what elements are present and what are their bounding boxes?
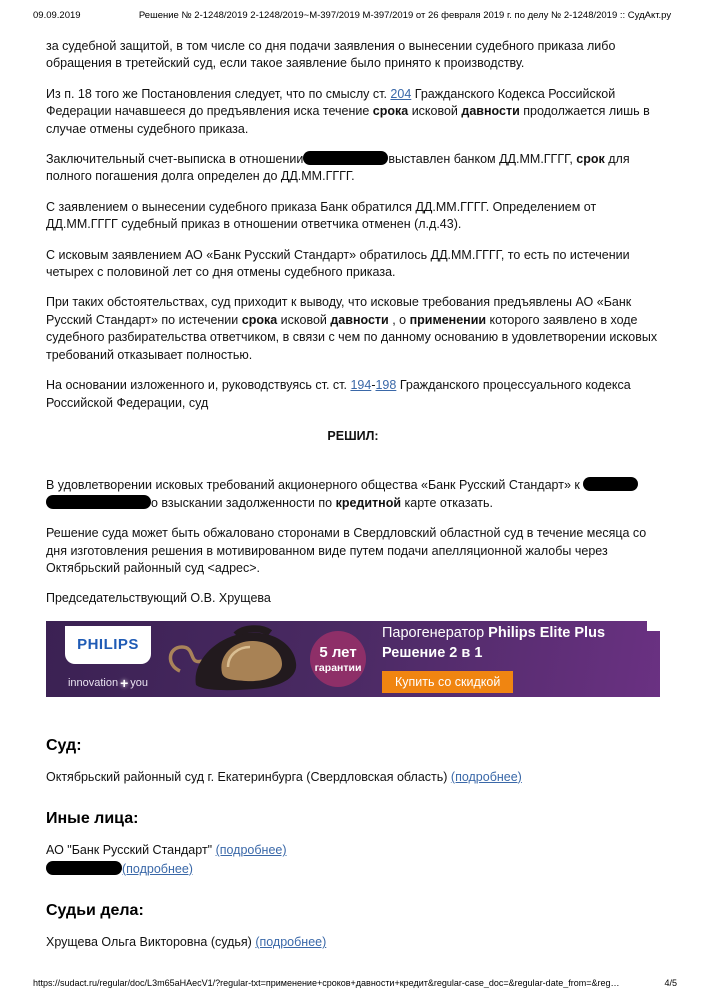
ad-corner-notch bbox=[647, 621, 660, 631]
philips-wordmark: PHILIPS bbox=[77, 636, 139, 654]
text-run: С заявлением о вынесении судебного приказа Банк обратился ДД.ММ.ГГГГ. Определением от ДД.ММ.ГГГГ судебный приказ в отношении ответчика отменен (л.д.43). bbox=[46, 199, 597, 232]
paragraph bbox=[46, 86, 660, 138]
text-run: исковой bbox=[408, 104, 462, 119]
text-run: РЕШИЛ: bbox=[327, 428, 379, 443]
paragraph bbox=[46, 199, 660, 234]
page-number: 4/5 bbox=[664, 978, 677, 988]
text-run: о взыскании задолженности по bbox=[151, 495, 336, 510]
print-footer bbox=[33, 978, 677, 988]
text-run: выставлен банком ДД.ММ.ГГГГ, bbox=[388, 152, 577, 167]
text-run: С исковым заявлением АО «Банк Русский Стандарт» обратилось ДД.ММ.ГГГГ, то есть по истечении четырех с половиной лет со дня отмены судебного приказа. bbox=[46, 247, 630, 280]
text-link[interactable]: (подробнее) bbox=[122, 861, 193, 876]
text-run: Гражданского процессуального кодекса Российской Федерации, суд bbox=[46, 378, 631, 410]
document-title: Решение № 2-1248/2019 2-1248/2019~М-397/2019 М-397/2019 от 26 февраля 2019 г. по делу № 2-1248/2019 :: СудАкт.ру bbox=[138, 10, 672, 21]
text-run: давности bbox=[330, 312, 389, 327]
text-run: Решение суда может быть обжаловано сторонами в Свердловский областной суд в течение месяца со дня изготовления решения в мотивированном виде путем подачи апелляционной жалобы через Октябрьский районный суд <адрес>. bbox=[46, 526, 647, 575]
section-heading: Судьи дела: bbox=[46, 902, 144, 920]
text-run: давности bbox=[461, 104, 520, 119]
text-run: кредитной bbox=[335, 495, 402, 510]
text-run: срок bbox=[576, 152, 605, 167]
paragraph bbox=[46, 428, 660, 445]
paragraph bbox=[46, 247, 660, 282]
decision-text bbox=[46, 38, 660, 608]
text-run: карте отказать. bbox=[401, 495, 493, 510]
paragraph bbox=[46, 294, 660, 364]
print-header bbox=[33, 10, 677, 21]
text-link[interactable]: (подробнее) bbox=[450, 769, 522, 784]
paragraph bbox=[46, 377, 660, 412]
text-link[interactable]: 204 bbox=[390, 86, 412, 101]
plus-sparkle-icon: + bbox=[120, 674, 129, 691]
ad-text-block bbox=[382, 625, 605, 693]
text-run: - bbox=[371, 378, 376, 393]
redacted-text bbox=[46, 495, 151, 509]
footer-url: https://sudact.ru/regular/doc/L3m65aHAecV1/?regular-txt=применение+сроков+давности+кредит&regular-case_doc=&regular-date_from=&reg… bbox=[33, 978, 620, 988]
text-run: для полного погашения долга определен до ДД.ММ.ГГГГ. bbox=[46, 152, 630, 184]
section-heading: Суд: bbox=[46, 736, 82, 754]
text-link[interactable]: 194 bbox=[350, 378, 372, 393]
section-item bbox=[46, 861, 660, 879]
text-run: Из п. 18 того же Постановления следует, что по смыслу ст. bbox=[46, 86, 391, 101]
page-content bbox=[46, 38, 660, 953]
section-item bbox=[46, 842, 660, 860]
warranty-label: гарантии bbox=[314, 661, 362, 674]
text-run: На основании изложенного и, руководствуясь ст. ст. bbox=[46, 378, 351, 393]
text-run: При таких обстоятельствах, суд приходит к выводу, что исковые требования предъявлены АО «Банк Русский Стандарт» по истечении bbox=[46, 295, 632, 327]
section-item bbox=[46, 769, 660, 787]
text-run: Гражданского Кодекса Российской Федерации начавшееся до предъявления иска течение bbox=[46, 86, 616, 119]
text-run: , о bbox=[388, 312, 410, 327]
text-run: продолжается лишь в случае отмены судебного приказа. bbox=[46, 104, 650, 136]
text-run: Заключительный счет-выписка в отношении bbox=[46, 152, 304, 167]
paragraph bbox=[46, 590, 660, 607]
text-link[interactable]: 198 bbox=[375, 378, 397, 393]
section-item bbox=[46, 934, 660, 952]
ad-subtitle: Решение 2 в 1 bbox=[382, 645, 483, 662]
redacted-text bbox=[303, 151, 388, 165]
warranty-badge bbox=[310, 631, 366, 687]
paragraph bbox=[46, 477, 660, 512]
ad-product-title bbox=[382, 625, 605, 642]
paragraph bbox=[46, 151, 660, 186]
text-run: Хрущева Ольга Викторовна (судья) bbox=[46, 935, 256, 950]
redacted-text bbox=[583, 477, 638, 491]
text-link[interactable]: (подробнее) bbox=[255, 935, 327, 950]
text-run: применении bbox=[409, 312, 487, 327]
section-heading: Иные лица: bbox=[46, 810, 139, 828]
text-run: Председательствующий О.В. Хрущева bbox=[46, 591, 271, 606]
redacted-text bbox=[46, 861, 122, 875]
paragraph bbox=[46, 38, 660, 73]
tagline-right: you bbox=[130, 676, 149, 689]
print-date: 09.09.2019 bbox=[33, 10, 81, 21]
philips-shield bbox=[65, 626, 151, 664]
ad-banner[interactable] bbox=[46, 621, 660, 697]
text-link[interactable]: (подробнее) bbox=[215, 843, 287, 858]
philips-logo bbox=[60, 621, 156, 697]
buy-with-discount-button[interactable]: Купить со скидкой bbox=[382, 671, 513, 693]
text-run: АО "Банк Русский Стандарт" bbox=[46, 843, 216, 858]
paragraph bbox=[46, 525, 660, 577]
text-run: срока bbox=[372, 104, 409, 119]
tagline-left: innovation bbox=[67, 676, 119, 689]
philips-tagline bbox=[68, 675, 148, 691]
case-meta-sections bbox=[46, 737, 660, 952]
warranty-years: 5 лет bbox=[319, 643, 357, 661]
text-run: исковой bbox=[277, 312, 331, 327]
text-run: Октябрьский районный суд г. Екатеринбурга (Свердловская область) bbox=[46, 769, 451, 784]
text-run: за судебной защитой, в том числе со дня подачи заявления о вынесении судебного приказа либо обращения в третейский суд, если такое заявление было принято к производству. bbox=[46, 39, 616, 71]
ad-title-bold: Philips Elite Plus bbox=[488, 624, 606, 641]
ad-title-regular: Парогенератор bbox=[382, 624, 489, 641]
text-run: которого заявлено в ходе судебного разбирательства ответчиком, в связи с чем по данному основанию в удовлетворении исковых требований отказывает полностью. bbox=[46, 312, 658, 362]
steam-iron-image bbox=[158, 621, 308, 697]
text-run: срока bbox=[241, 312, 278, 327]
text-run: В удовлетворении исковых требований акционерного общества «Банк Русский Стандарт» к bbox=[46, 478, 584, 493]
